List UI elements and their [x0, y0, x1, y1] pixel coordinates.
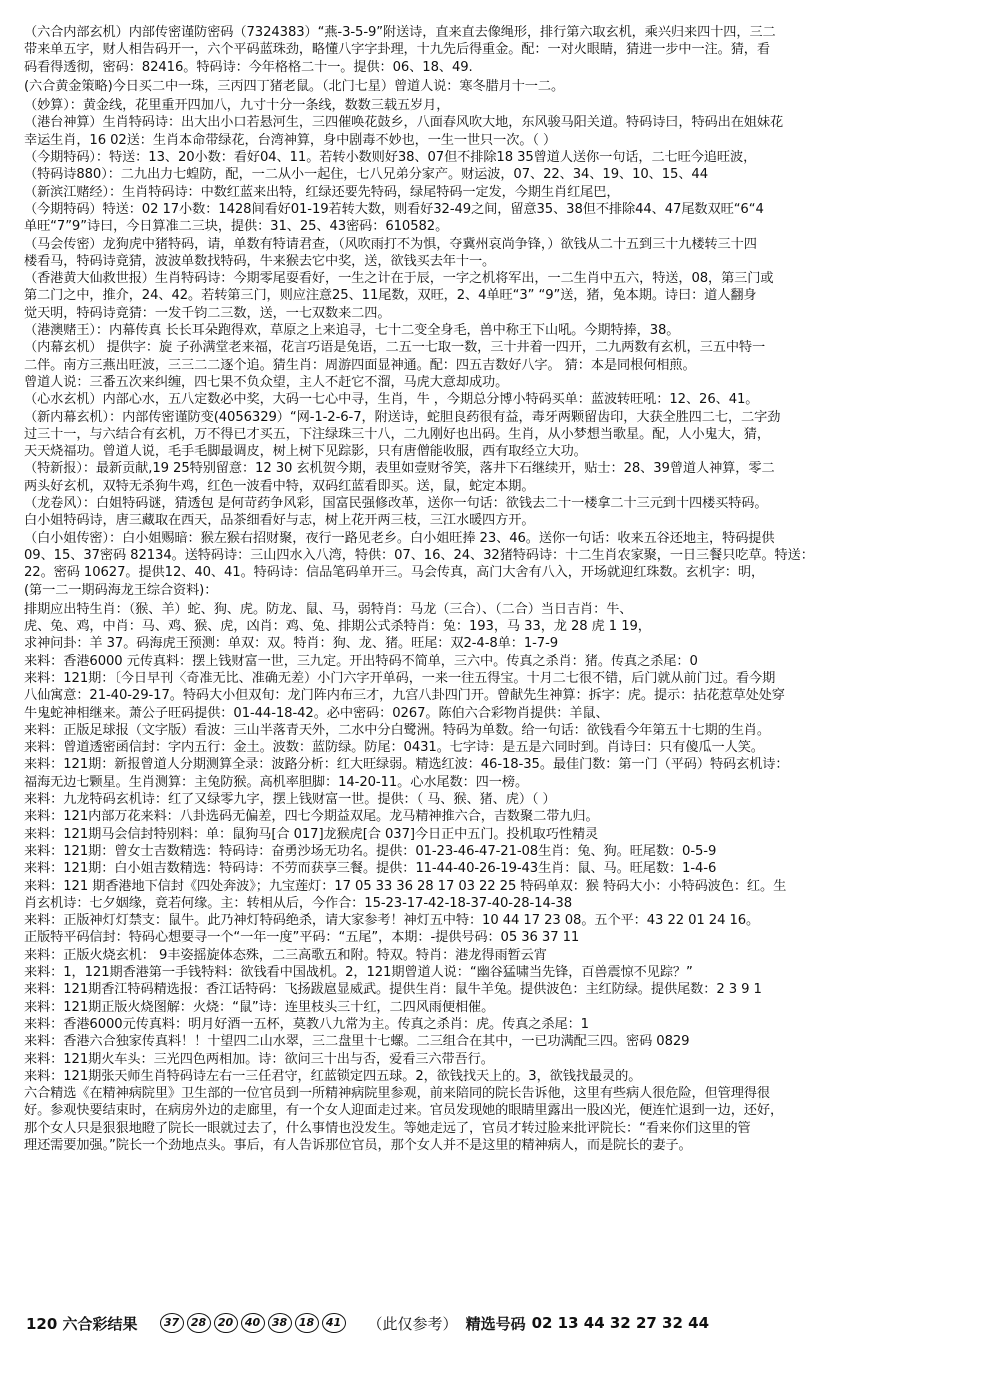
text-line: 来料：121期火车头：三光四色两相加。诗：欲问三十出与否，爱看三六带吾行。 [24, 1051, 494, 1067]
text-line: 来料：香港6000 元传真料：摆上钱财富一世，三九定。开出特码不简单，三六中。传真之杀肖：猪。传真之杀尾：0 [24, 653, 698, 669]
text-line: （六合内部玄机）内部传密谨防密码（7324383）“燕-3-5-9”附送诗，直来直去像绳形，排行第六取玄机，乘兴归来四十四，三二 [24, 25, 776, 40]
text-line: （新滨江赌经）：生肖特码诗：中数红蓝来出特，红绿还要先特码，绿尾特码一定发，今期生肖红尾巴， [24, 184, 620, 200]
result-label: 120 六合彩结果 [26, 1314, 138, 1333]
text-line: 那个女人只是狠狠地瞪了院长一眼就过去了，什么事情也没发生。等她走远了，官员才转过脸来批评院长：“看来你们这里的管 [24, 1120, 751, 1136]
text-line: 来料：正版神灯灯禁支：鼠牛。此乃神灯特码绝杀，请大家参考！神灯五中特：10 44 17 23 08。五个平：43 22 01 24 16。 [24, 913, 760, 929]
text-line: 来料：曾道透密函信封：字内五行：金土。波数：蓝防绿。防尾：0431。七字诗：是五是六同时到。肖诗曰：只有傻瓜一人笑。 [24, 740, 764, 756]
text-line: 来料：121期香江特码精选报：香江话特码：飞扬跋扈显威武。提供生肖：鼠牛羊兔。提供波色：主红防绿。提供尾数：2 3 9 1 [24, 982, 762, 998]
text-line: 求神问卦：羊 37。码海虎王预测：单双：双。特肖：狗、龙、猪。旺尾：双2-4-8单：1-7-9 [24, 636, 559, 652]
result-ball: 41 [322, 1313, 346, 1333]
text-line: 来料：九龙特码玄机诗：红了又绿零九字，摆上钱财富一世。提供：（ 马、猴、猪、虎）（ ） [24, 792, 556, 808]
text-line: （港台神算）生肖特码诗：出大出小口若悬河生，三四催唤花鼓乡，八面春风吹大地，东风骏马阳关道。特码诗曰，特码出在姐妹花 [24, 115, 784, 131]
text-line: （白小姐传密）：白小姐赐暗：猴左猴右招财聚，夜行一路见老乡。白小姐旺捧 23、46。送你一句话：收来五谷还地主，特码提供 [24, 530, 775, 546]
reference-note: （此仅参考） [367, 1314, 458, 1333]
text-line: 22。密码 10627。提供12、40、41。特码诗：信品笔码单开三。马会传真，高门大舍有八入，开场就迎红珠数。玄机字：明， [24, 565, 765, 581]
text-line: 楼看马，特码诗竟猜，波波单数找特码，牛来猴去它中奖，送，欲钱买去年十一。 [24, 253, 496, 269]
result-ball: 18 [295, 1313, 319, 1333]
text-line: 好。参观快要结束时，在病房外边的走廊里，有一个女人迎面走过来。官员发现她的眼睛里露出一股凶光，便连忙退到一边，还好， [24, 1103, 784, 1119]
text-line: 理还需要加强。”院长一个劲地点头。事后，有人告诉那位官员，那个女人并不是这里的精神病人，而是院长的妻子。 [24, 1138, 692, 1153]
text-line: 来料：121 期香港地下信封《四处奔波》；九宝莲灯：17 05 33 36 28 17 03 22 25 特码单双：猴 特码大小：小特码波色：红。生 [24, 878, 787, 894]
text-line: 肖玄机诗：七夕姻缘，竟若何缘。主：转相从后，今作合：15-23-17-42-18-37-40-28-14-38 [24, 895, 573, 911]
text-line: 来料：121期张天师生肖特码诗左右一三任君守，红蓝锁定四五球。2，欲钱找天上的。3，欲钱找最灵的。 [24, 1068, 642, 1084]
text-line: 来料：正版足球报（文字版）看波：三山半落青天外，二水中分白鹭洲。特码为单数。给一句话：欲钱看今年第五十七期的生肖。 [24, 722, 770, 738]
text-line: 来料：正版火烧玄机： 9丰姿摇旋体态殊，二三高歌五和附。特双。特肖：港龙得雨暂云宵 [24, 947, 547, 963]
text-line: 来料：121内部万花来料：八卦选码无偏差，四七今期益双尾。龙马精神推六合，吉数聚二带九归。 [24, 809, 599, 825]
text-line: 带来单五字，财人相告码开一，六个平码蓝珠劲，略懂八字字卦理，十九先后得重金。配：一对火眼睛，猜进一步中一注。猜，看 [24, 42, 770, 58]
text-line: 正版特平码信封：特码心想要寻一个“一年一度”平码：“五尾”，本期：-提供号码：05 36 37 11 [24, 930, 580, 946]
text-line: （香港黄大仙救世报）生肖特码诗：今期零尾耍看好，一生之计在于辰，一字之机将军出，一二生肖中五六，特送，08，第三门或 [24, 271, 774, 287]
text-line: 来料：121期正版火烧图解：火烧：“鼠”诗：连里枝头三十红，二四风雨便相催。 [24, 999, 495, 1015]
text-line: 09、15、37密码 82134。送特码诗：三山四水入八湾，特供：07、16、24、32猪特码诗：十二生肖农家聚，一日三餐只吃草。特送： [24, 547, 814, 563]
result-ball: 40 [241, 1313, 265, 1333]
text-line: 来料：121期马会信封特别料：单：鼠狗马[合 017]龙猴虎[合 037]今日正中五门。投机取巧性精灵 [24, 826, 599, 842]
result-footer [26, 1311, 966, 1335]
pick-label: 精选号码 [465, 1314, 526, 1333]
text-line: 八仙寓意：21-40-29-17。特码大小但双旬：龙门阵内布三才，九宫八卦四门开。曾献先生神算：拆字：虎。提示：拈花惹草处处穿 [24, 688, 785, 704]
text-line: 天天烧福功。曾道人说，毛手毛脚最调皮，树上树下见踪影，只有唐僧能收服，西有取经立大功。 [24, 444, 587, 460]
text-line: 来料：121期：白小姐吉数精选：特码诗：不劳而获享三餐。提供：11-44-40-26-19-43生肖：鼠、马。旺尾数：1-4-6 [24, 861, 717, 877]
text-line: 曾道人说：三番五次来纠缠，四七果不负众望，主人不赶它不溜，马虎大意却成功。 [24, 374, 509, 390]
text-line: （心水玄机）内部心水，五八定数必中奖，大码一七心中寻，生肖，牛 ，今期总分博小特码买单：蓝波转旺吼：12、26、41。 [24, 392, 759, 408]
result-ball: 28 [187, 1313, 211, 1333]
text-line: 觉天明，特码诗竟猜：一发千钧二三数，送，一七双数来二四。 [24, 305, 391, 321]
text-line: （龙卷风）：白姐特码谜，猜透包 是何苛药争风彩，国富民强修改革，送你一句话：欲钱去二十一楼拿二十三元到十四楼买特码。 [24, 496, 768, 512]
text-line: 幸运生肖，16 02送：生肖本命带绿花，台湾神算，身中剧毒不妙也，一生一世只一次。（ ） [24, 132, 557, 148]
text-line: （马会传密）龙狗虎中猪特码，请，单数有特请君查，（风吹雨打不为惧，夺冀州哀尚争锋，）欲钱从二十五到三十九楼转三十四 [24, 236, 757, 252]
text-line: （今期特码）：特送：13、20小数：看好04、11。若转小数则好38、07但不排除18 35曾道人送你一句话，二七旺今追旺波， [24, 150, 757, 166]
text-line: 二伴。南方三燕出旺波，三三二二逐个追。猜生肖：周游四面显神通。配：四五吉数好八字。 猜：本是同根何相煎。 [24, 357, 696, 373]
text-line: 白小姐特码诗，唐三藏取在西天，品茶细看好与志，树上花开两三枝，三江水暖四方开。 [24, 513, 535, 529]
document-body [24, 24, 968, 1154]
text-line: 排期应出特生肖：（猴、羊）蛇、狗、虎。防龙、鼠、马，弱特肖：马龙（三合）、（二合）当日吉肖：牛、 [24, 601, 633, 617]
text-line: (六合黄金策略)今日买二中一珠，三丙四丁猪老鼠。（北门七星）曾道人说：寒冬腊月十一二。 [24, 78, 565, 94]
text-line: （港澳赌王）：内幕传真 长长耳朵跑得欢，草原之上来追寻，七十二变全身毛，兽中称王下山吼。今期特捧，38。 [24, 323, 680, 339]
text-line: 来料：香港6000元传真料：明月好酒一五杯，莫教八九常为主。传真之杀肖：虎。传真之杀尾：1 [24, 1016, 589, 1032]
result-ball: 38 [268, 1313, 292, 1333]
text-line: 福海无边七颗星。生肖测算：主兔防猴。高机率胆脚：14-20-11。心水尾数：四一榜。 [24, 774, 529, 790]
text-line: 码看得透彻，密码：82416。特码诗：今年格格二十一。提供：06、18、49. [24, 59, 473, 75]
result-ball: 37 [160, 1313, 184, 1333]
text-line: (第一二一期码海龙王综合资料)： [24, 582, 218, 598]
text-line: 来料：121期：新报曾道人分期测算全录：波路分析：红大旺绿弱。精选红波：46-18-35。最佳门数：第一门（平码）特码玄机诗： [24, 757, 789, 773]
text-line: （妙算）：黄金线，花里重开四加八，九寸十分一条线，数数三载五岁月， [24, 98, 450, 114]
text-line: 牛鬼蛇神相继来。萧公子旺码提供：01-44-18-42。必中密码：0267。陈伯六合彩物肖提供：羊鼠、 [24, 705, 609, 721]
text-line: （特码诗880）：二九出力七蝗防，配，一二从小一起住，七八兄弟分家产。财运波，07、22、34、19、10、15、44 [24, 167, 709, 183]
text-line: （新内幕玄机）：内部传密谨防变(4056329）“网-1-2-6-7，附送诗，蛇胆良药很有益，毒牙两颗留齿印，大获全胜四二七，二字劲 [24, 409, 781, 425]
text-line: （内幕玄机） 提供字：旋 子孙满堂老来福，花言巧语是兔语，二五一七取一数，三十井着一四开，二九两数有玄机，三五中特一 [24, 340, 766, 356]
text-line: 虎、兔、鸡，中肖：马、鸡、猴、虎，凶肖：鸡、兔、排期公式杀特肖：兔：193，马 33，龙 28 虎 1 19， [24, 619, 651, 635]
text-line: （特新报）：最新贡献,19 25特别留意：12 30 玄机贺今期，表里如壹财爷笑，落井下石继续开，贴士：28、39曾道人神算，零二 [24, 461, 775, 477]
text-line: 来料：121期：〔今日早刊〈奇准无比、准确无差）小门六字开单码，一来一往五得宝。十月二七很不错，后门就从前门过。看今期 [24, 670, 776, 686]
pick-numbers: 02 13 44 32 27 32 44 [531, 1314, 710, 1332]
text-line: 来料：121期：曾女士吉数精选：特码诗：奋勇沙场无功名。提供：01-23-46-47-21-08生肖：兔、狗。旺尾数：0-5-9 [24, 843, 717, 859]
text-line: 单旺“7”9”诗曰，今日算准二三块，提供：31、25、43密码：610582。 [24, 219, 449, 235]
result-balls [160, 1313, 346, 1333]
text-line: 来料：香港六合独家传真料！！十望四二山水翠，三二盘里十七螺。二三组合在其中，一已功满配三四。密码 0829 [24, 1034, 690, 1050]
result-ball: 20 [214, 1313, 238, 1333]
text-line: 两头好玄机，双特无杀狗牛鸡，红色一波看中特，双码红蓝看即买。送，鼠，蛇定本期。 [24, 478, 535, 494]
text-line: 来料：1，121期香港第一手钱特料：欲钱看中国战机。2，121期曾道人说：“幽谷猛啸当先锋，百兽震惊不见踪？” [24, 965, 693, 981]
text-line: （今期特码）特送：02 17小数：1428间看好01-19若转大数，则看好32-49之间，留意35、38但不排除44、47尾数双旺“6“4 [24, 201, 764, 217]
text-line: 过三十一，与六结合有玄机，万不得已才买五，下注绿珠三十八，二九刚好也出码。生肖，从小梦想当歌星。配，人小鬼大，猜， [24, 426, 770, 442]
text-line: 六合精选《在精神病院里》卫生部的一位官员到一所精神病院里参观，前来陪同的院长告诉他，这里有些病人很危险，但管理得很 [24, 1086, 770, 1102]
text-line: 第二门之中，推介，24、42。若转第三门，则应注意25、11尾数，双旺，2、4单旺“3” “9”送，猪，兔本期。诗曰：道人翻身 [24, 288, 757, 304]
